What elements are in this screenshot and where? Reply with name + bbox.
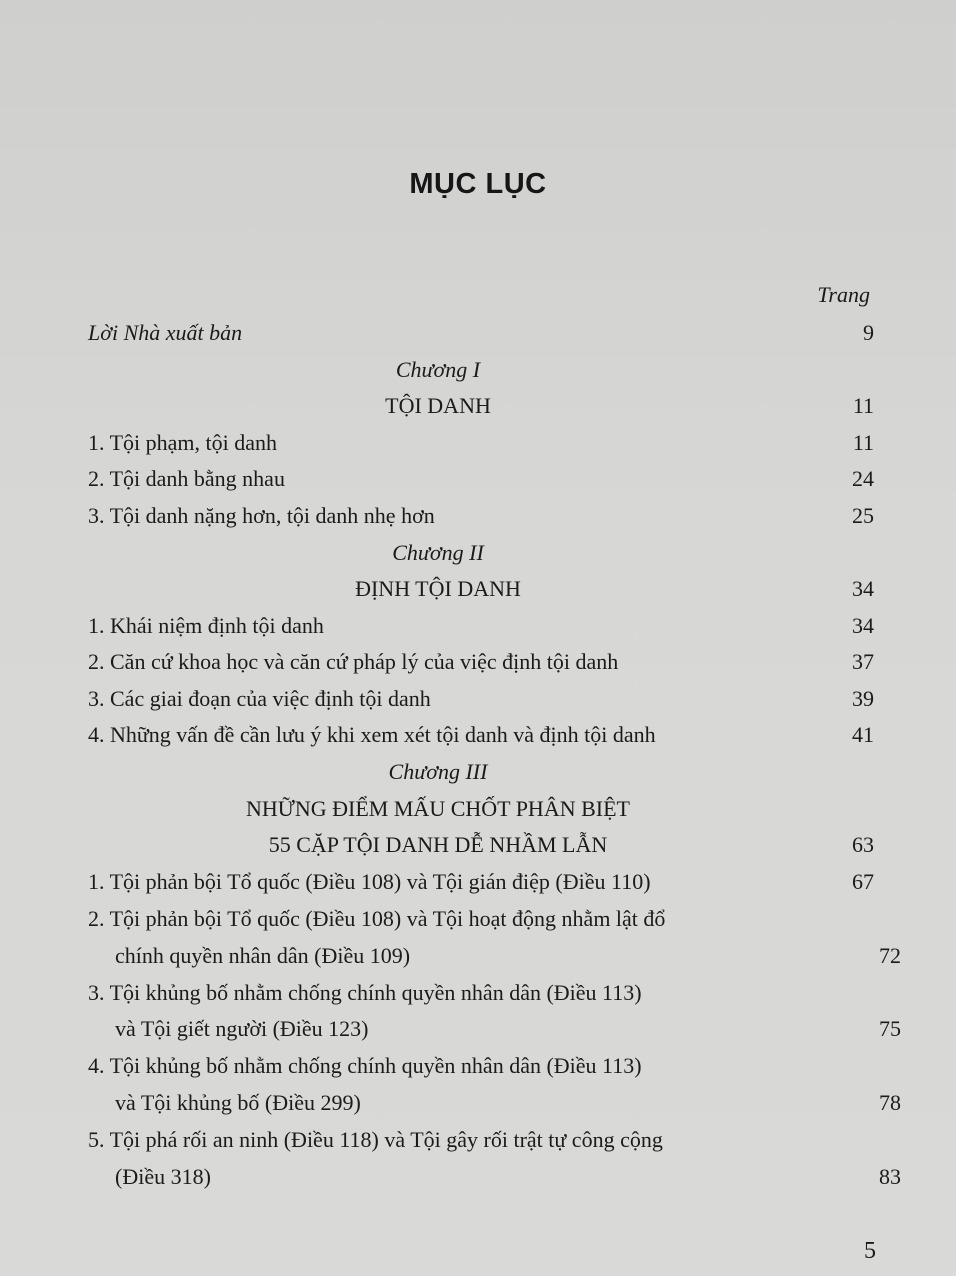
toc-entry-page: 37	[852, 649, 874, 674]
toc-entry-page: 25	[852, 503, 874, 528]
toc-entry-label: 2. Căn cứ khoa học và căn cứ pháp lý của việc định tội danh	[88, 649, 619, 674]
toc-entry-label: 4. Những vấn đề cần lưu ý khi xem xét tội danh và định tội danh	[88, 722, 656, 747]
chapter-title: 55 CẶP TỘI DANH DỄ NHẦM LẪN	[268, 832, 608, 857]
toc-entry-page: 34	[852, 576, 874, 601]
page-title: MỤC LỤC	[409, 168, 547, 200]
chapter-heading: Chương III	[388, 759, 488, 784]
page-number: 5	[864, 1238, 876, 1264]
chapter-title: NHỮNG ĐIỂM MẤU CHỐT PHÂN BIỆT	[246, 796, 630, 821]
toc-entry-page: 11	[852, 393, 874, 418]
toc-entry-label: 3. Tội danh nặng hơn, tội danh nhẹ hơn	[88, 503, 435, 528]
toc-entry-page: 75	[879, 1016, 901, 1041]
chapter-heading: Chương I	[395, 357, 481, 382]
toc-entry-page: 34	[852, 613, 874, 638]
toc-entry-page: 41	[852, 722, 874, 747]
toc-entry-label: và Tội khủng bố (Điều 299)	[115, 1090, 361, 1115]
toc-entry-page: 78	[879, 1090, 901, 1115]
toc-entry-page: 72	[879, 943, 901, 968]
toc-entry-page: 9	[863, 320, 874, 345]
toc-entry-page: 63	[852, 832, 874, 857]
toc-entry-label: 5. Tội phá rối an ninh (Điều 118) và Tội gây rối trật tự công cộng	[88, 1127, 663, 1152]
toc-entry-label: chính quyền nhân dân (Điều 109)	[115, 943, 411, 968]
toc-entry-continuation[interactable]	[88, 1088, 901, 1118]
toc-entry[interactable]	[88, 720, 874, 750]
toc-entry[interactable]	[88, 684, 874, 714]
toc-entry[interactable]	[88, 1051, 874, 1081]
toc-entry[interactable]	[88, 978, 874, 1008]
chapter-heading: Chương II	[392, 540, 484, 565]
toc-entry[interactable]	[88, 867, 874, 897]
toc-entry-continuation[interactable]	[88, 1014, 901, 1044]
toc-entry[interactable]	[88, 464, 874, 494]
toc-entry-page: 11	[852, 430, 874, 455]
toc-entry-label: 3. Tội khủng bố nhằm chống chính quyền nhân dân (Điều 113)	[88, 980, 642, 1005]
toc-entry[interactable]	[88, 647, 874, 677]
toc-entry-label: 3. Các giai đoạn của việc định tội danh	[88, 686, 431, 711]
toc-entry[interactable]	[88, 904, 874, 934]
toc-entry-label: 2. Tội danh bằng nhau	[88, 466, 285, 491]
toc-entry-label: 2. Tội phản bội Tổ quốc (Điều 108) và Tội hoạt động nhằm lật đổ	[88, 906, 666, 931]
toc-entry[interactable]	[88, 1125, 874, 1155]
toc-entry-page: 39	[852, 686, 874, 711]
page-column-label: Trang	[817, 282, 870, 307]
toc-entry-label: 1. Khái niệm định tội danh	[88, 613, 324, 638]
chapter-title: ĐỊNH TỘI DANH	[355, 576, 521, 601]
toc-entry-label: 4. Tội khủng bố nhằm chống chính quyền nhân dân (Điều 113)	[88, 1053, 642, 1078]
toc-entry-page: 83	[879, 1164, 901, 1189]
toc-entry[interactable]	[88, 428, 874, 458]
toc-entry[interactable]	[88, 501, 874, 531]
toc-entry-page: 24	[852, 466, 874, 491]
toc-entry-label: 1. Tội phạm, tội danh	[88, 430, 278, 455]
toc-entry-label: Lời Nhà xuất bản	[88, 320, 243, 345]
toc-entry-label: (Điều 318)	[115, 1164, 211, 1189]
toc-entry[interactable]	[88, 611, 874, 641]
toc-entry-continuation[interactable]	[88, 1162, 901, 1192]
toc-entry-label: và Tội giết người (Điều 123)	[115, 1016, 369, 1041]
chapter-title: TỘI DANH	[385, 393, 491, 418]
toc-entry-preface[interactable]	[88, 318, 874, 348]
toc-entry-label: 1. Tội phản bội Tổ quốc (Điều 108) và Tội gián điệp (Điều 110)	[88, 869, 651, 894]
toc-entry-continuation[interactable]	[88, 941, 901, 971]
toc-entry-page: 67	[852, 869, 874, 894]
